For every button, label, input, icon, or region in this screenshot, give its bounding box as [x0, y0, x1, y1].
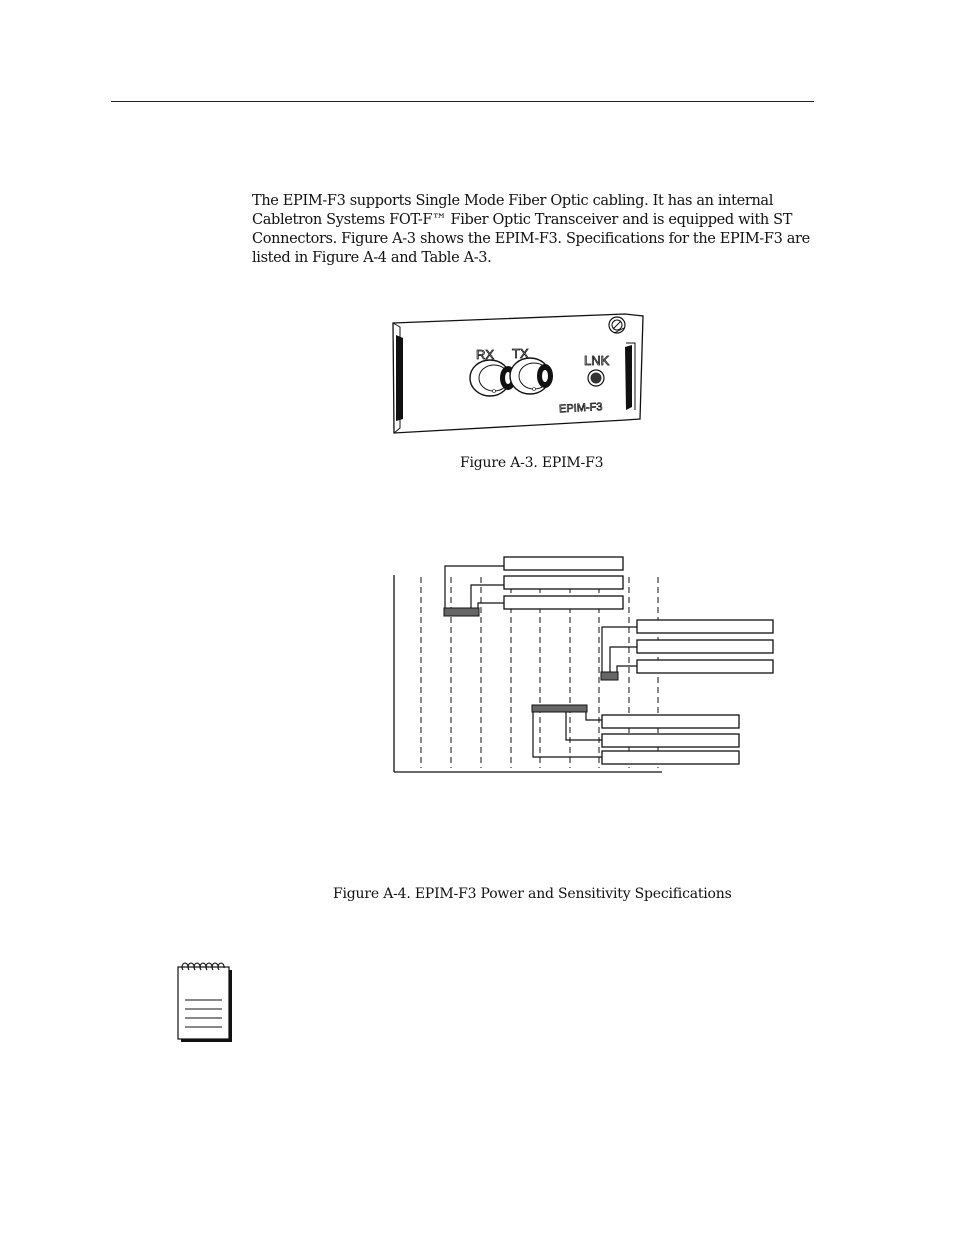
- spec-label-box: [602, 734, 739, 747]
- spec-label-box: [637, 640, 773, 653]
- intro-paragraph: [252, 192, 812, 268]
- intro-line: The EPIM-F3 supports Single Mode Fiber Optic cabling. It has an internal: [252, 193, 774, 209]
- spec-label-box: [637, 660, 773, 673]
- power-range-bar: [601, 672, 618, 680]
- figure-a3-caption: Figure A-3. EPIM-F3: [460, 455, 604, 471]
- lnk-label: LNK: [584, 353, 610, 368]
- rx-label: RX: [476, 347, 495, 362]
- spec-label-box: [504, 576, 623, 589]
- spec-label-box: [504, 596, 623, 609]
- model-label: EPIM-F3: [558, 401, 603, 416]
- figure-a4-caption: Figure A-4. EPIM-F3 Power and Sensitivity Specifications: [333, 886, 732, 902]
- power-range-bar: [444, 608, 479, 616]
- spec-label-box: [504, 557, 623, 570]
- epim-f3-illustration: [388, 308, 648, 438]
- intro-line: Cabletron Systems FOT-F™ Fiber Optic Transceiver and is equipped with ST: [252, 212, 793, 228]
- spec-label-box: [637, 620, 773, 633]
- notepad-icon: [174, 958, 236, 1046]
- spec-label-box: [602, 751, 739, 764]
- header-rule: [111, 101, 814, 102]
- thumbscrew-icon: [609, 317, 625, 333]
- link-led-icon: [588, 370, 604, 386]
- tx-label: TX: [512, 346, 529, 361]
- power-range-bar: [532, 705, 587, 712]
- power-sensitivity-diagram: [388, 550, 780, 778]
- intro-line: listed in Figure A-4 and Table A-3.: [252, 250, 492, 266]
- spec-label-box: [602, 715, 739, 728]
- intro-line: Connectors. Figure A-3 shows the EPIM-F3. Specifications for the EPIM-F3 are: [252, 231, 810, 247]
